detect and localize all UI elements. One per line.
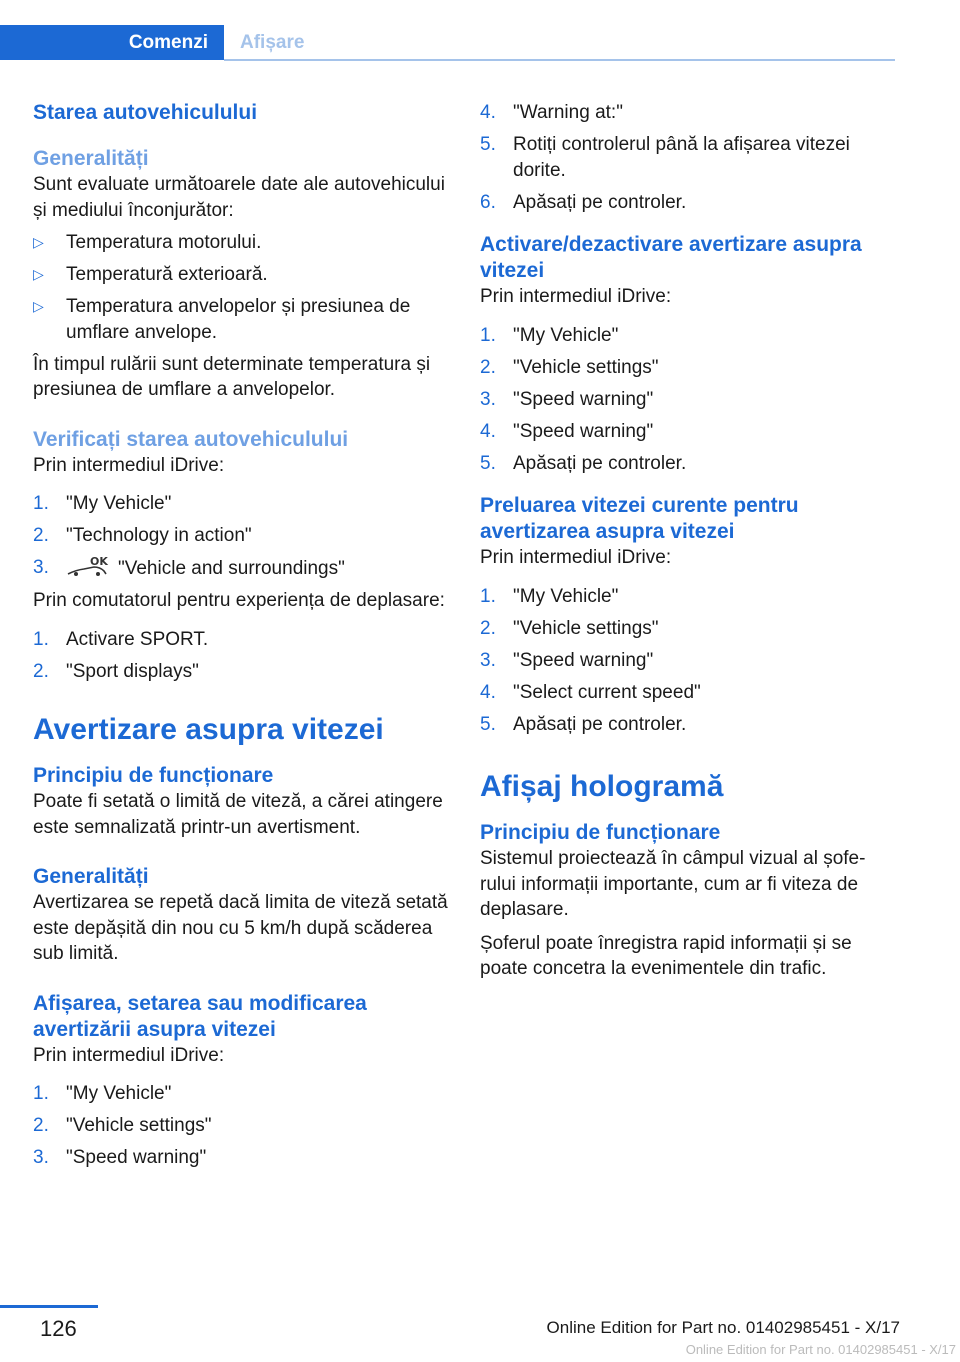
triangle-bullet-icon: ▷ xyxy=(33,298,44,314)
list-item: 1. "My Vehicle" xyxy=(480,585,619,607)
list-item: 4. "Speed warning" xyxy=(480,420,654,442)
tab-afisare[interactable]: Afișare xyxy=(240,31,305,53)
footer-rule xyxy=(0,1305,98,1308)
bullet-list xyxy=(33,230,448,345)
list-item: 6. Apăsați pe controler. xyxy=(480,191,687,213)
paragraph: În timpul rulării sunt determinate temperatura și presiunea de umflare a anvelopelor. xyxy=(33,353,431,400)
list-item: 2. "Vehicle settings" xyxy=(480,356,659,378)
numbered-list xyxy=(480,323,895,477)
numbered-list xyxy=(33,1081,448,1171)
list-item: 4. "Select current speed" xyxy=(480,681,701,703)
subtitle-principle: Principiu de funcționare xyxy=(33,764,274,787)
numbered-list xyxy=(480,100,895,215)
subtitle-display-set: Afișarea, setarea sau modificarea avertizării asupra vitezei xyxy=(33,991,367,1041)
tab-underline xyxy=(224,59,895,61)
subtitle-activate-warning: Activare/dezactivare avertizare asupra vitezei xyxy=(480,233,862,282)
page-number: 126 xyxy=(40,1316,77,1341)
subtitle-generalities: Generalități xyxy=(33,147,149,170)
triangle-bullet-icon: ▷ xyxy=(33,234,44,250)
tab-comenzi[interactable]: Comenzi xyxy=(0,25,224,60)
list-item: 3. "Speed warning" xyxy=(33,1147,207,1168)
list-item: ▷ Temperatura motorului. xyxy=(33,230,448,256)
list-item: 1. "My Vehicle" xyxy=(480,324,619,346)
subtitle-check-status: Verificați starea autovehiculului xyxy=(33,427,349,451)
numbered-list xyxy=(480,584,895,738)
list-item: 5. Apăsați pe controler. xyxy=(480,452,687,474)
list-item: 5. Rotiți controlerul până la afișarea vitezei dorite. xyxy=(480,134,850,181)
svg-text:OK: OK xyxy=(90,555,108,568)
list-item: 5. Apăsați pe controler. xyxy=(480,713,687,735)
list-item: 4. "Warning at:" xyxy=(480,102,623,123)
list-item: 2. "Vehicle settings" xyxy=(480,617,659,639)
section-title-vehicle-status: Starea autovehiculului xyxy=(33,101,258,124)
triangle-bullet-icon: ▷ xyxy=(33,266,44,282)
car-ok-icon xyxy=(66,555,110,577)
list-item: 3. "Speed warning" xyxy=(480,388,654,410)
paragraph: Șoferul poate înregistra rapid informații și se poate concetra la evenimentele din trafic. xyxy=(480,932,852,979)
numbered-list xyxy=(33,627,448,685)
paragraph: Sistemul proiectează în câmpul vizual al șoferului informații importante, cum ar fi viteza de deplasare. xyxy=(480,848,866,920)
edition-label: Online Edition for Part no. 01402985451 - X/17 xyxy=(546,1318,900,1337)
list-item: ▷ Temperatura anvelopelor și presiunea de umflare anvelope. xyxy=(33,296,411,343)
list-item: 2. "Sport displays" xyxy=(33,660,199,682)
numbered-list xyxy=(33,491,448,582)
subtitle-current-speed: Preluarea vitezei curente pentru avertizarea asupra vitezei xyxy=(480,494,799,543)
paragraph: Sunt evaluate următoarele date ale autovehicului și mediului înconjurător: xyxy=(33,174,445,221)
list-item: 2. "Technology in action" xyxy=(33,525,252,546)
list-item: 3. "Speed warning" xyxy=(480,649,654,671)
chapter-title-hologram: Afișaj hologramă xyxy=(480,770,724,803)
list-item: 1. Activare SPORT. xyxy=(33,628,209,650)
watermark: Online Edition for Part no. 01402985451 - X/17 xyxy=(685,1342,956,1357)
paragraph: Prin intermediul iDrive: xyxy=(33,1044,225,1066)
list-item: 1. "My Vehicle" xyxy=(33,1083,172,1104)
list-item: ▷ Temperatură exterioară. xyxy=(33,262,448,288)
right-column xyxy=(480,100,895,982)
paragraph: Prin comutatorul pentru experiența de deplasare: xyxy=(33,590,445,611)
subtitle-principle: Principiu de funcționare xyxy=(480,821,721,844)
list-item: 1. "My Vehicle" xyxy=(33,493,172,514)
paragraph: Poate fi setată o limită de viteză, a cărei atingere este semnalizată printr-un avertisment. xyxy=(33,791,443,838)
paragraph: Avertizarea se repetă dacă limita de viteză setată este depășită din nou cu 5 km/h după scăderea sub limită. xyxy=(33,892,448,964)
paragraph: Prin intermediul iDrive: xyxy=(480,547,672,568)
paragraph: Prin intermediul iDrive: xyxy=(33,454,225,476)
left-column xyxy=(33,100,448,1177)
list-item: 2. "Vehicle settings" xyxy=(33,1115,212,1136)
chapter-title-speed-warning: Avertizare asupra vitezei xyxy=(33,713,384,746)
header-tabbar xyxy=(0,25,895,62)
paragraph: Prin intermediul iDrive: xyxy=(480,286,672,307)
list-item: 3. OK "Vehicle and surroundings" xyxy=(33,555,345,579)
subtitle-generalities: Generalități xyxy=(33,865,149,888)
